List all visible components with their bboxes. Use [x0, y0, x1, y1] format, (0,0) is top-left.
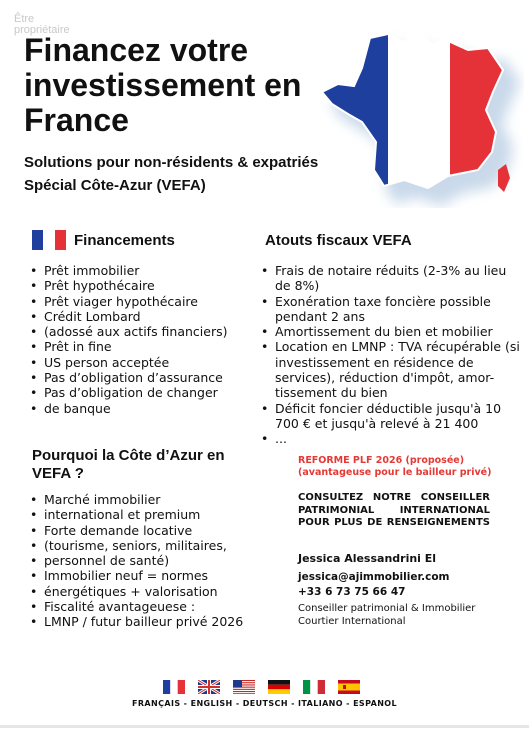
contact-role-line-1: Conseiller patrimonial & Immobilier: [298, 603, 476, 614]
us-flag-icon: [233, 680, 255, 694]
list-item: • Déficit foncier déductible jusqu'à 10 700 € et jusqu'à relevé à 21 400: [259, 401, 521, 432]
language-flags: [163, 680, 360, 694]
contact-phone[interactable]: +33 6 73 75 66 47: [298, 586, 406, 598]
list-item: • Pas d’obligation de changer: [28, 385, 258, 400]
contact-role-line-2: Courtier International: [298, 615, 406, 627]
reforme-line-1: REFORME PLF 2026 (proposée): [298, 455, 465, 466]
german-flag-icon: [268, 680, 290, 694]
contact-name: Jessica Alessandrini El: [298, 552, 437, 565]
list-item: • Location en LMNP : TVA récupérable (si investissement en résidence de services), réduction d'impôt, amor-tissement du bien: [259, 339, 521, 400]
reforme-line-2: (avantageuse pour le bailleur privé): [298, 467, 492, 478]
financements-list: [28, 263, 258, 416]
list-item: • Crédit Lombard: [28, 309, 258, 324]
atouts-list: [259, 263, 521, 447]
list-item: • ...: [259, 431, 521, 446]
list-item: • Forte demande locative: [28, 523, 268, 538]
pourquoi-list: [28, 492, 268, 630]
list-item: • Prêt hypothécaire: [28, 278, 258, 293]
list-item: • (tourisme, seniors, militaires,: [28, 538, 268, 553]
subtitle-line-2: Spécial Côte-Azur (VEFA): [24, 177, 206, 194]
financements-title: Financements: [74, 231, 175, 249]
list-item: • Prêt viager hypothécaire: [28, 294, 258, 309]
contact-email[interactable]: jessica@ajimmobilier.com: [298, 571, 450, 583]
list-item: • Frais de notaire réduits (2-3% au lieu de 8%): [259, 263, 521, 294]
languages-line: FRANÇAIS - ENGLISH - DEUTSCH - ITALIANO - ESPANOL: [131, 699, 398, 708]
list-item: • Immobilier neuf = normes: [28, 568, 268, 583]
list-item: • Prêt in fine: [28, 339, 258, 354]
list-item: • US person acceptée: [28, 355, 258, 370]
financements-heading: [32, 230, 175, 250]
list-item: • Amortissement du bien et mobilier: [259, 324, 521, 339]
page-title: Financez votre investissement en France: [24, 32, 302, 138]
list-item: • LMNP / futur bailleur privé 2026: [28, 614, 268, 629]
contact-role: [298, 603, 498, 628]
bottom-divider: [0, 725, 529, 728]
list-item: • énergétiques + valorisation: [28, 584, 268, 599]
french-flag-icon: [32, 230, 66, 250]
list-item: • de banque: [28, 401, 258, 416]
reforme-notice: [298, 455, 508, 479]
list-item: • Pas d’obligation d’assurance: [28, 370, 258, 385]
spanish-flag-icon: [338, 680, 360, 694]
list-item: • (adossé aux actifs financiers): [28, 324, 258, 339]
atouts-title: Atouts fiscaux VEFA: [265, 232, 412, 249]
french-flag-icon: [163, 680, 185, 694]
consult-notice: CONSULTEZ NOTRE CONSEILLER PATRIMONIAL INTERNATIONAL POUR PLUS DE RENSEIGNEMENTS: [298, 492, 490, 528]
pourquoi-title: Pourquoi la Côte d’Azur en VEFA ?: [32, 447, 225, 482]
list-item: • international et premium: [28, 507, 268, 522]
uk-flag-icon: [198, 680, 220, 694]
subtitle-line-1: Solutions pour non-résidents & expatriés: [24, 154, 319, 171]
list-item: • Marché immobilier: [28, 492, 268, 507]
list-item: • Prêt immobilier: [28, 263, 258, 278]
watermark: Être propriétaire: [14, 13, 70, 36]
list-item: • Fiscalité avantageuese :: [28, 599, 268, 614]
subtitle: [24, 151, 404, 197]
list-item: • personnel de santé): [28, 553, 268, 568]
italian-flag-icon: [303, 680, 325, 694]
list-item: • Exonération taxe foncière possible pendant 2 ans: [259, 294, 521, 325]
